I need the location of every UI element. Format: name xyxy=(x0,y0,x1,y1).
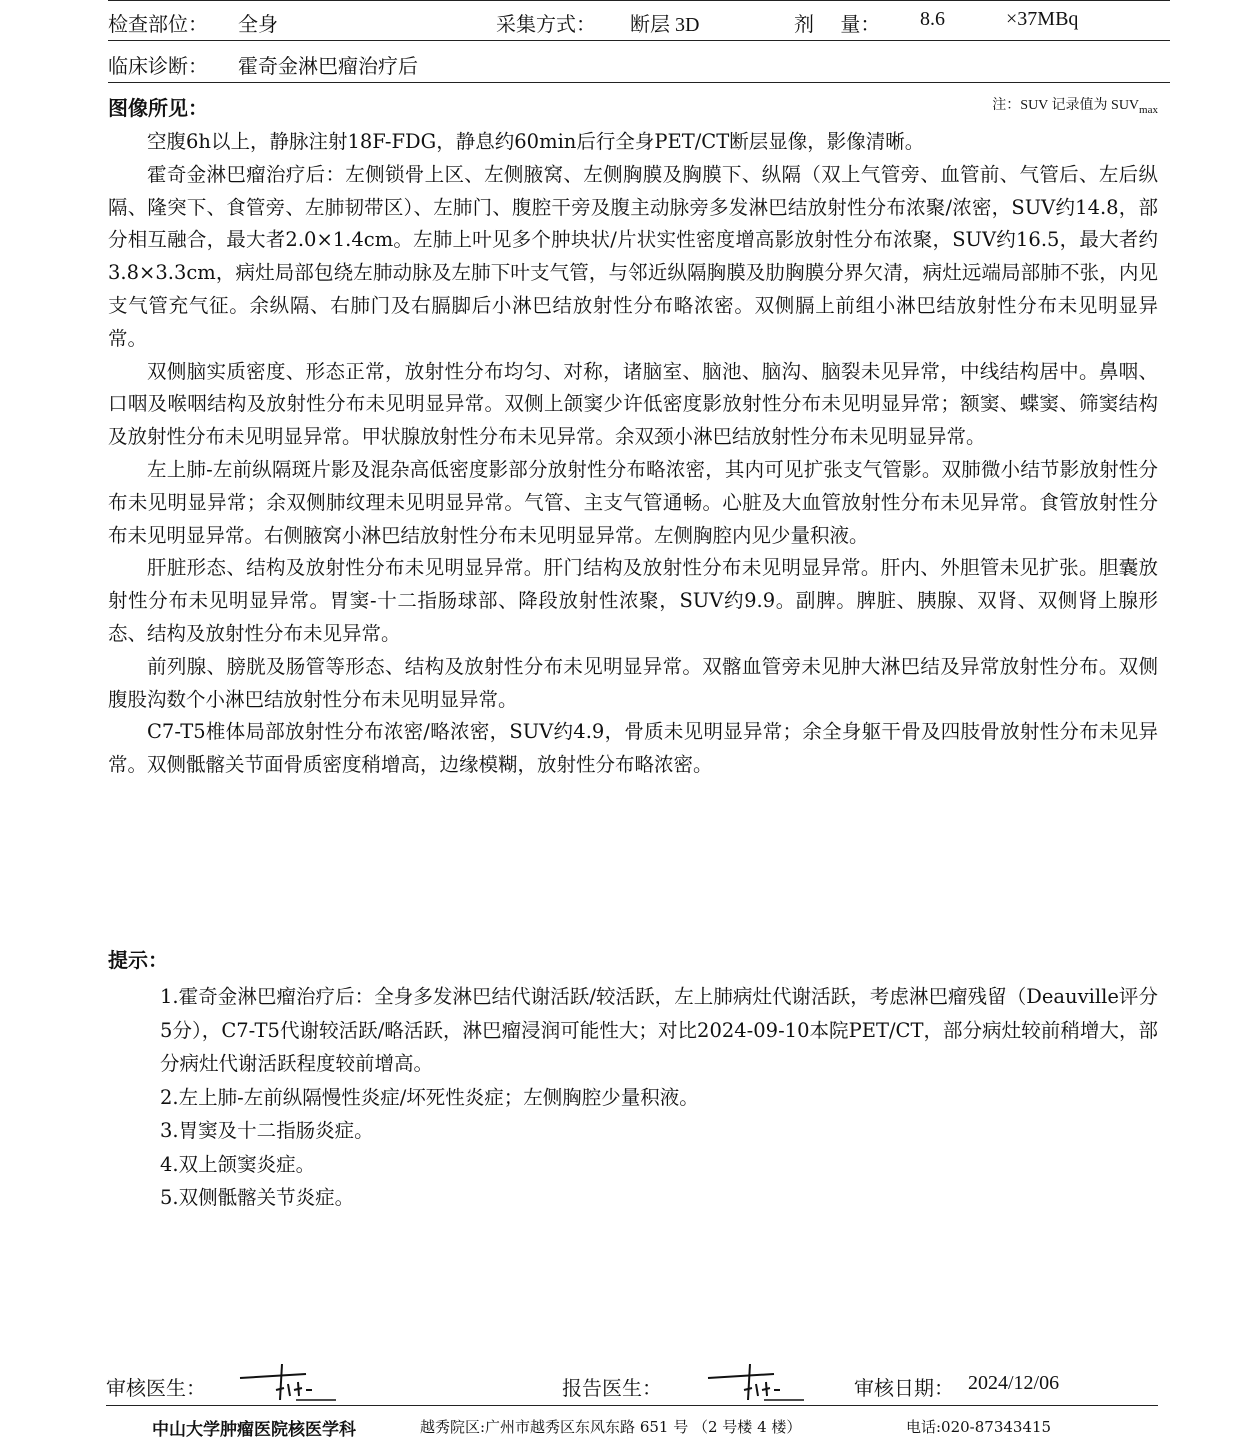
hospital-address: 越秀院区:广州市越秀区东风东路 651 号 （2 号楼 4 楼） xyxy=(420,1418,802,1436)
impression-item: 2.左上肺-左前纵隔慢性炎症/坏死性炎症；左侧胸腔少量积液。 xyxy=(160,1085,699,1109)
reviewer-signature xyxy=(236,1360,346,1404)
findings-paragraph: 肝脏形态、结构及放射性分布未见明显异常。肝门结构及放射性分布未见明显异常。肝内、外胆管未见扩张。胆囊放射性分布未见明显异常。胃窦-十二指肠球部、降段放射性浓聚，SUV约9.9。副脾。脾脏、胰腺、双肾、双侧肾上腺形态、结构及放射性分布未见异常。 xyxy=(108,556,1158,645)
impression-item: 4.双上颌窦炎症。 xyxy=(160,1152,316,1176)
diagnosis-label: 临床诊断： xyxy=(108,54,208,78)
suv-note: 注：SUV 记录值为 $SUV_{max}$ xyxy=(992,98,1158,116)
acquisition-label: 采集方式： xyxy=(496,12,596,36)
impression-title: 提示： xyxy=(108,948,168,972)
reviewer-label: 审核医生： xyxy=(106,1376,206,1400)
top-rule xyxy=(108,0,1170,1)
findings-text xyxy=(108,126,1158,782)
impression-item: 1.霍奇金淋巴瘤治疗后：全身多发淋巴结代谢活跃/较活跃，左上肺病灶代谢活跃，考虑淋巴瘤残留（Deauville评分5分），C7-T5代谢较活跃/略活跃，淋巴瘤浸润可能性大；对比2024-09-10本院PET/CT，部分病灶较前稍增大，部分病灶代谢活跃程度较前增高。 xyxy=(160,985,1158,1075)
hospital-name: 中山大学肿瘤医院核医学科 xyxy=(152,1420,356,1440)
exam-site-value: 全身 xyxy=(238,12,278,36)
reporter-signature xyxy=(704,1360,814,1404)
findings-paragraph: C7-T5椎体局部放射性分布浓密/略浓密，SUV约4.9，骨质未见明显异常；余全身躯干骨及四肢骨放射性分布未见异常。双侧骶髂关节面骨质密度稍增高，边缘模糊，放射性分布略浓密。 xyxy=(108,720,1158,777)
review-date-label: 审核日期： xyxy=(854,1376,954,1400)
hospital-phone: 电话:020-87343415 xyxy=(906,1418,1052,1436)
exam-site-label: 检查部位： xyxy=(108,12,208,36)
header-rule xyxy=(108,40,1170,41)
signature-row xyxy=(106,1372,1166,1406)
dose-value: 8.6 xyxy=(920,8,945,30)
findings-paragraph: 前列腺、膀胱及肠管等形态、结构及放射性分布未见明显异常。双髂血管旁未见肿大淋巴结及异常放射性分布。双侧腹股沟数个小淋巴结放射性分布未见明显异常。 xyxy=(108,654,1158,711)
impression-list xyxy=(160,980,1158,1215)
findings-paragraph: 左上肺-左前纵隔斑片影及混杂高低密度影部分放射性分布略浓密，其内可见扩张支气管影。双肺微小结节影放射性分布未见明显异常；余双侧肺纹理未见明显异常。气管、主支气管通畅。心脏及大血管放射性分布未见异常。食管放射性分布未见明显异常。右侧腋窝小淋巴结放射性分布未见明显异常。左侧胸腔内见少量积液。 xyxy=(108,457,1158,547)
findings-paragraph: 霍奇金淋巴瘤治疗后：左侧锁骨上区、左侧腋窝、左侧胸膜及胸膜下、纵隔（双上气管旁、血管前、气管后、左后纵隔、隆突下、食管旁、左肺韧带区）、左肺门、腹腔干旁及腹主动脉旁多发淋巴结放射性分布浓聚/浓密，SUV约14.8，部分相互融合，最大者2.0×1.4cm。左肺上叶见多个肿块状/片状实性密度增高影放射性分布浓聚，SUV约16.5，最大者约3.8×3.3cm，病灶局部包绕左肺动脉及左肺下叶支气管，与邻近纵隔胸膜及肋胸膜分界欠清，病灶远端局部肺不张，内见支气管充气征。余纵隔、右肺门及右膈脚后小淋巴结放射性分布略浓密。双侧膈上前组小淋巴结放射性分布未见明显异常。 xyxy=(108,162,1158,350)
findings-title: 图像所见： xyxy=(108,96,208,120)
footer-rule xyxy=(106,1405,1158,1406)
diagnosis-rule xyxy=(108,82,1170,83)
review-date-value: 2024/12/06 xyxy=(968,1372,1060,1394)
reporter-label: 报告医生： xyxy=(562,1376,662,1400)
impression-item: 5.双侧骶髂关节炎症。 xyxy=(160,1186,355,1209)
dose-unit: ×37MBq xyxy=(1006,8,1079,30)
impression-item: 3.胃窦及十二指肠炎症。 xyxy=(160,1119,374,1142)
acquisition-value: 断层 3D xyxy=(630,14,700,36)
findings-paragraph: 空腹6h以上，静脉注射18F-FDG，静息约60min后行全身PET/CT断层显像，影像清晰。 xyxy=(147,130,925,153)
dose-label: 剂 量： xyxy=(794,12,881,36)
findings-paragraph: 双侧脑实质密度、形态正常，放射性分布均匀、对称，诸脑室、脑池、脑沟、脑裂未见异常，中线结构居中。鼻咽、口咽及喉咽结构及放射性分布未见明显异常。双侧上颌窦少许低密度影放射性分布未见明显异常；额窦、蝶窦、筛窦结构及放射性分布未见明显异常。甲状腺放射性分布未见异常。余双颈小淋巴结放射性分布未见明显异常。 xyxy=(108,359,1158,449)
diagnosis-value: 霍奇金淋巴瘤治疗后 xyxy=(238,54,418,78)
